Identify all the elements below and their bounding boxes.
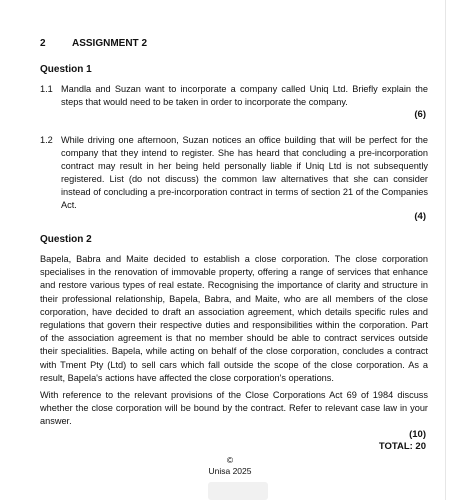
- assignment-number: 2: [40, 38, 46, 49]
- page-edge-divider: [445, 0, 446, 500]
- total-marks: TOTAL: 20: [378, 441, 426, 452]
- question2-title: Question 2: [40, 234, 92, 245]
- footer: [0, 455, 460, 477]
- page-number-tab: [208, 482, 268, 500]
- item-text: While driving one afternoon, Suzan notices an office building that will be perfect for the company that they intend to register. She has heard that concluding a pre-incorporation contract may result in her being held personally liable if Uniq Ltd is not subsequently registered. List (do not discuss) the common law alternatives that she can consider instead of concluding a pre-incorporation contract in terms of section 21 of the Companies Act.: [61, 135, 428, 210]
- question2-paragraph-2: With reference to the relevant provisions of the Close Corporations Act 69 of 1984 discuss whether the close corporation will be bound by the contract. Refer to relevant case law in your answer.: [40, 390, 428, 427]
- question-item-1-1: [40, 83, 428, 109]
- assignment-title: ASSIGNMENT 2: [72, 38, 148, 49]
- item-1-2-marks: (4): [414, 211, 426, 222]
- question2-marks-block: [379, 429, 426, 453]
- question2-marks: (10): [409, 429, 426, 440]
- question2-paragraph-1: Bapela, Babra and Maite decided to establish a close corporation. The close corporation specialises in the renovation of immovable property, offering a range of services that enhance and restore various types of real estate. Recognising the importance of clarity and structure in their professional relationship, Bapela, Babra, and Maite, who are all members of the close corporation, have decided to draft an association agreement, which details specific rules and regulations that govern their respective duties and responsibilities within the corporation. Part of the association agreement is that no member should be able to contract services outside their specialities. Bapela, while acting on behalf of the close corporation, concludes a contract with Tment Pty (Ltd) to sell cars which fall outside the scope of the close corporation. As a result, Bapela's actions have affected the close corporation's operations.: [40, 254, 428, 383]
- footer-text: Unisa 2025: [208, 466, 252, 476]
- item-number: 1.1: [40, 84, 53, 94]
- item-text: Mandla and Suzan want to incorporate a company called Uniq Ltd. Briefly explain the steps that would need to be taken in order to incorporate the company.: [61, 84, 428, 107]
- copyright-symbol: ©: [226, 455, 234, 465]
- item-1-1-marks: (6): [414, 109, 426, 120]
- question1-title: Question 1: [40, 64, 92, 75]
- item-number: 1.2: [40, 135, 53, 145]
- assignment-heading: [40, 38, 147, 49]
- question-item-1-2: [40, 134, 428, 212]
